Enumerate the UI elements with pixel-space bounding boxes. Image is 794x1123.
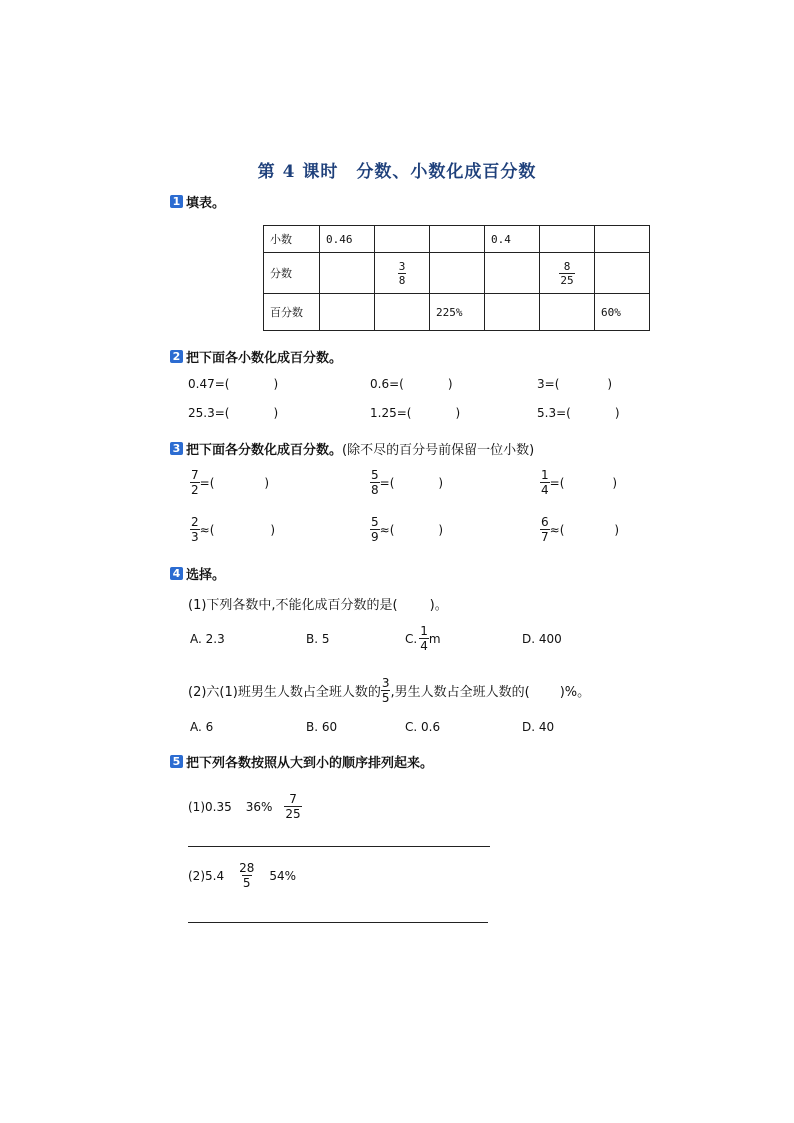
section-2-heading	[170, 347, 342, 366]
denominator: 7	[541, 530, 549, 544]
table-cell: 0.4	[485, 226, 540, 253]
page-title	[0, 157, 794, 182]
close-paren: )	[273, 406, 279, 420]
item-text: 5.3=(	[537, 406, 571, 420]
ordering-item-2	[188, 862, 296, 889]
fraction	[370, 516, 380, 543]
table-cell	[375, 253, 430, 294]
section-2-badge: 2	[170, 350, 183, 363]
numerator: 28	[239, 861, 255, 875]
numerator: 3	[381, 676, 390, 690]
table-row	[264, 294, 650, 331]
item-text: 25.3=(	[188, 406, 230, 420]
table-cell	[595, 253, 650, 294]
table-cell	[540, 294, 595, 331]
question-text: (1)下列各数中,不能化成百分数的是(	[188, 598, 398, 613]
fraction	[540, 516, 550, 543]
table-row	[264, 226, 650, 253]
operator: =(	[379, 475, 395, 490]
operator: ≈(	[379, 522, 395, 537]
table-cell	[540, 226, 595, 253]
option-d[interactable]: D. 400	[522, 632, 562, 646]
section-1-label: 填表。	[186, 196, 226, 211]
exercise-item	[190, 469, 269, 496]
section-3-badge: 3	[170, 442, 183, 455]
item-text: 0.47=(	[188, 377, 230, 391]
ordering-item-1	[188, 793, 302, 820]
section-5-heading	[170, 752, 433, 771]
item-text: 0.6=(	[370, 377, 404, 391]
exercise-item	[540, 516, 619, 543]
close-paren: )	[273, 377, 279, 391]
fraction	[370, 469, 380, 496]
row-header-fraction: 分数	[264, 253, 320, 294]
number: (1)0.35	[188, 799, 232, 814]
operator: =(	[199, 475, 215, 490]
table-cell	[485, 253, 540, 294]
numerator: 5	[371, 515, 379, 529]
numerator: 7	[289, 792, 297, 806]
numerator: 7	[191, 468, 199, 482]
table-row	[264, 253, 650, 294]
exercise-item	[537, 377, 612, 391]
question-end: )%。	[559, 685, 591, 700]
item-text: 1.25=(	[370, 406, 412, 420]
denominator: 3	[191, 530, 199, 544]
answer-line[interactable]	[188, 846, 490, 847]
exercise-item	[370, 516, 443, 543]
close-paren: )	[264, 475, 270, 490]
denominator: 2	[191, 483, 199, 497]
exercise-item	[188, 377, 278, 391]
exercise-item	[188, 406, 278, 420]
table-cell	[430, 253, 485, 294]
section-5-badge: 5	[170, 755, 183, 768]
exercise-item	[537, 406, 620, 420]
table-cell	[375, 226, 430, 253]
denominator: 8	[398, 273, 406, 287]
option-a[interactable]: A. 2.3	[190, 632, 225, 646]
table-cell	[430, 226, 485, 253]
lesson-number: 第 4 课时	[257, 162, 339, 182]
answer-line[interactable]	[188, 922, 488, 923]
denominator: 25	[285, 807, 301, 821]
table-cell	[320, 294, 375, 331]
unit: m	[428, 631, 441, 646]
question-2	[188, 677, 590, 704]
numerator: 2	[191, 515, 199, 529]
question-text: (2)六(1)班男生人数占全班人数的	[188, 685, 381, 700]
number: 54%	[269, 868, 297, 883]
fraction	[419, 625, 429, 652]
table-cell	[375, 294, 430, 331]
denominator: 25	[560, 273, 574, 287]
number: (2)5.4	[188, 868, 225, 883]
fraction	[559, 261, 574, 286]
close-paren: )	[612, 475, 618, 490]
denominator: 9	[371, 530, 379, 544]
section-1-heading	[170, 192, 225, 211]
close-paren: )	[614, 522, 620, 537]
close-paren: )	[270, 522, 276, 537]
close-paren: )	[455, 406, 461, 420]
close-paren: )	[438, 475, 444, 490]
close-paren: )	[614, 406, 620, 420]
operator: ≈(	[549, 522, 565, 537]
table-cell	[540, 253, 595, 294]
operator: =(	[549, 475, 565, 490]
option-b[interactable]: B. 5	[306, 632, 330, 646]
table-cell	[320, 253, 375, 294]
exercise-item	[370, 377, 453, 391]
conversion-table	[263, 225, 650, 331]
row-header-percent: 百分数	[264, 294, 320, 331]
exercise-item	[370, 406, 460, 420]
close-paren: )	[607, 377, 613, 391]
section-3-note: (除不尽的百分号前保留一位小数)	[342, 443, 535, 458]
table-cell: 0.46	[320, 226, 375, 253]
option-b[interactable]: B. 60	[306, 720, 338, 734]
exercise-item	[190, 516, 275, 543]
denominator: 5	[381, 691, 390, 705]
fraction	[398, 261, 407, 286]
table-cell	[485, 294, 540, 331]
fraction	[238, 862, 255, 889]
fraction	[540, 469, 550, 496]
section-2-label: 把下面各小数化成百分数。	[186, 351, 343, 366]
lesson-topic: 分数、小数化成百分数	[356, 162, 537, 182]
section-3-heading	[170, 439, 534, 458]
question-end: )。	[429, 598, 448, 613]
fraction	[190, 516, 200, 543]
table-cell	[595, 226, 650, 253]
denominator: 4	[420, 639, 428, 653]
section-5-label: 把下列各数按照从大到小的顺序排列起来。	[186, 756, 434, 771]
item-text: 3=(	[537, 377, 560, 391]
numerator: 8	[563, 259, 571, 273]
numerator: 5	[371, 468, 379, 482]
close-paren: )	[447, 377, 453, 391]
numerator: 6	[541, 515, 549, 529]
denominator: 5	[242, 876, 251, 890]
denominator: 4	[541, 483, 549, 497]
fraction	[190, 469, 200, 496]
table-cell: 225%	[430, 294, 485, 331]
option-c[interactable]	[405, 625, 441, 652]
numerator: 1	[420, 624, 428, 638]
option-a[interactable]: A. 6	[190, 720, 214, 734]
section-1-badge: 1	[170, 195, 183, 208]
section-4-label: 选择。	[186, 568, 226, 583]
number: 36%	[245, 799, 273, 814]
section-4-heading	[170, 564, 225, 583]
table-cell: 60%	[595, 294, 650, 331]
row-header-decimal: 小数	[264, 226, 320, 253]
section-4-badge: 4	[170, 567, 183, 580]
numerator: 3	[398, 259, 406, 273]
denominator: 8	[371, 483, 379, 497]
question-text: ,男生人数占全班人数的(	[390, 685, 530, 700]
option-c[interactable]: C. 0.6	[405, 720, 441, 734]
exercise-item	[540, 469, 617, 496]
exercise-item	[370, 469, 443, 496]
section-3-label: 把下面各分数化成百分数。	[186, 443, 343, 458]
operator: ≈(	[199, 522, 215, 537]
close-paren: )	[438, 522, 444, 537]
option-letter: C.	[405, 631, 418, 646]
question-1	[188, 594, 448, 613]
fraction	[284, 793, 301, 820]
numerator: 1	[541, 468, 549, 482]
option-d[interactable]: D. 40	[522, 720, 555, 734]
fraction	[381, 677, 391, 704]
